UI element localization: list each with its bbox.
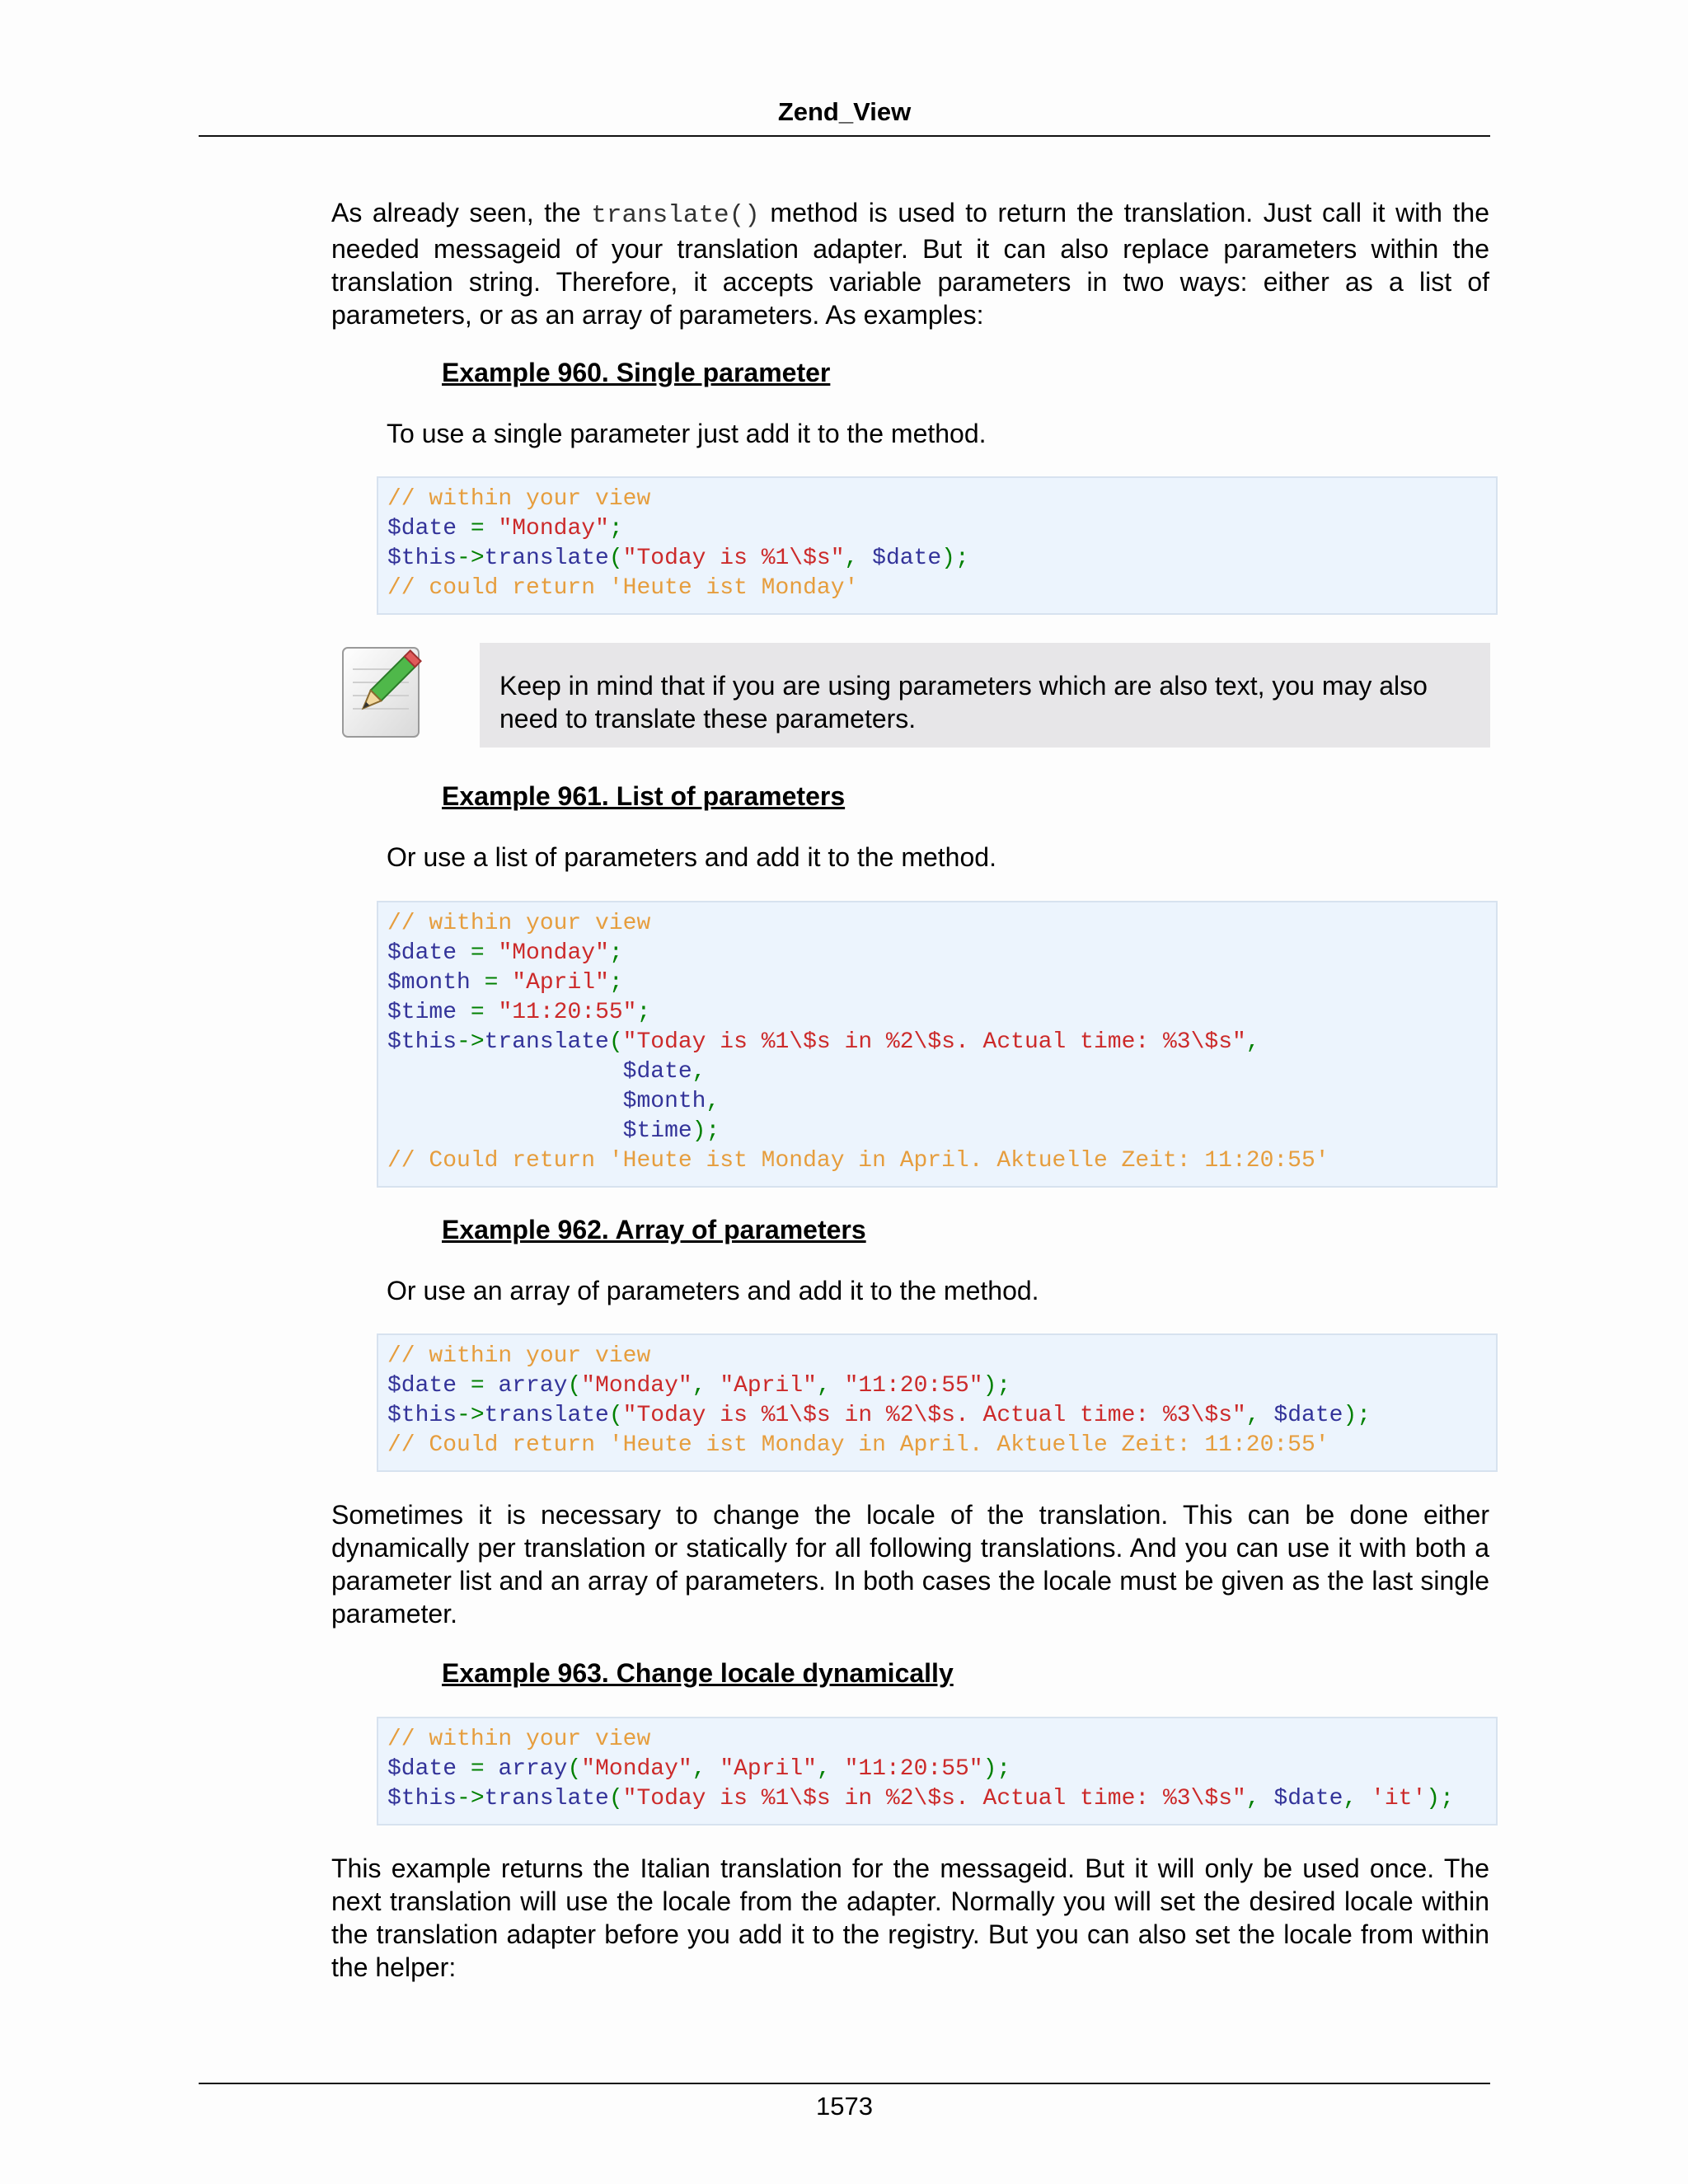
code-line: $date = "Monday"; [387,940,623,966]
code-line: // could return 'Heute ist Monday' [387,575,859,601]
example-961-description: Or use a list of parameters and add it to the method. [387,842,996,872]
intro-paragraph [331,196,1489,331]
note-box [480,643,1490,748]
example-962-description: Or use an array of parameters and add it to the method. [387,1276,1039,1305]
example-962-title: Example 962. Array of parameters [442,1215,866,1244]
code-block-961 [377,901,1498,1188]
example-961-title: Example 961. List of parameters [442,781,846,811]
intro-inline-code: translate() [591,201,760,230]
code-line: // within your view [387,911,651,936]
code-line: $date, [622,1059,706,1085]
code-line: $date = array("Monday", "April", "11:20:55"); [387,1756,1011,1782]
code-line: $this->translate("Today is %1\$s in %2\$s. Actual time: %3\$s", $date); [387,1403,1372,1428]
code-line: $date = "Monday"; [387,516,623,541]
code-block-960 [377,476,1498,615]
locale-paragraph: Sometimes it is necessary to change the locale of the translation. This can be done either dynamically per translation or statically for all following translations. And you can use it with both a parameter list and an array of parameters. In both cases the locale must be given as the last single parameter. [331,1500,1489,1629]
code-line: // within your view [387,486,651,512]
pencil-note-icon [336,644,427,742]
code-line: $this->translate("Today is %1\$s in %2\$s. Actual time: %3\$s", $date, 'it'); [387,1786,1454,1811]
example-963-title: Example 963. Change locale dynamically [442,1658,954,1688]
code-block-962 [377,1333,1498,1472]
code-block-963 [377,1717,1498,1825]
code-line: // within your view [387,1727,651,1752]
code-line: $time = "11:20:55"; [387,1000,651,1025]
final-paragraph: This example returns the Italian translation for the messageid. But it will only be used once. The next translation will use the locale from the adapter. Normally you will set the desired locale within the translation adapter before you add it to the registry. But you can also set the locale from within the helper: [331,1854,1489,1982]
note-text: Keep in mind that if you are using parameters which are also text, you may also need to translate these parameters. [499,671,1428,733]
footer-divider [199,2083,1490,2084]
header-divider [199,135,1490,137]
code-line: $month, [622,1089,720,1114]
code-line: $this->translate("Today is %1\$s", $date); [387,546,969,571]
example-960-description: To use a single parameter just add it to the method. [387,419,987,448]
code-line: // within your view [387,1343,651,1369]
page-number: 1573 [816,2092,873,2121]
page-header-title: Zend_View [777,97,912,126]
example-960-title: Example 960. Single parameter [442,358,831,387]
intro-text-before: As already seen, the [331,198,592,227]
code-line: // Could return 'Heute ist Monday in April. Aktuelle Zeit: 11:20:55' [387,1148,1329,1174]
intro-text-after: method is used to return the translation. Just call it with the needed messageid of your translation adapter. But it can also replace parameters within the translation string. Therefore, it accepts variable parameters in two ways: either as a list of parameters, or as an array of parameters. As examples: [331,198,1490,330]
code-line: $date = array("Monday", "April", "11:20:55"); [387,1373,1011,1399]
code-line: $month = "April"; [387,970,623,996]
code-line: $time); [622,1118,720,1144]
code-line: // Could return 'Heute ist Monday in April. Aktuelle Zeit: 11:20:55' [387,1432,1329,1458]
code-line: $this->translate("Today is %1\$s in %2\$s. Actual time: %3\$s", [387,1029,1260,1055]
